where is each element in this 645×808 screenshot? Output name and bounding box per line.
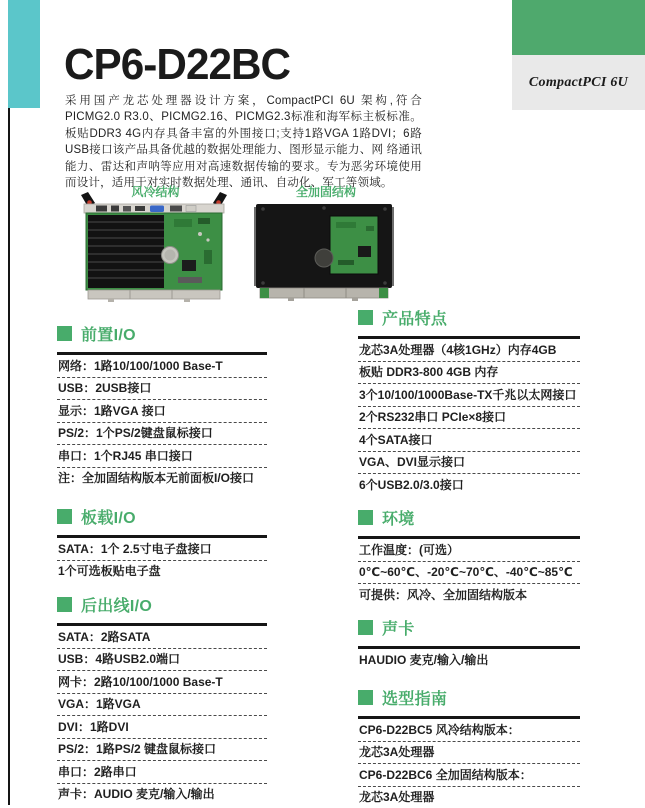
spec-rows [57,352,267,489]
section-title: 选型指南 [382,686,447,709]
green-square-bullet-icon [57,326,72,341]
section-ordering-guide [358,686,580,808]
section-header [358,306,580,329]
section-front-io [57,322,267,489]
spec-row: 龙芯3A处理器 [358,786,580,808]
section-header [57,322,267,345]
form-factor-badge [512,55,645,110]
spec-rows [358,646,580,671]
spec-row: 2个RS232串口 PCIe×8接口 [358,406,580,429]
spec-rows [358,716,580,808]
green-square-bullet-icon [57,509,72,524]
section-header [57,593,267,616]
spec-row: 6个USB2.0/3.0接口 [358,473,580,496]
left-vertical-rule [8,108,10,805]
section-environment [358,506,580,606]
green-square-bullet-icon [57,597,72,612]
spec-row: CP6-D22BC6 全加固结构版本： [358,763,580,786]
brand-green-block [512,0,645,55]
section-header [358,616,580,639]
spec-row: 声卡：AUDIO 麦克/输入/输出 [57,783,267,806]
green-square-bullet-icon [358,690,373,705]
section-title: 前置I/O [81,322,136,345]
spec-row: 网络：1路10/100/1000 Base-T [57,355,267,377]
spec-row: DVI：1路DVI [57,715,267,738]
spec-row: HAUDIO 麦克/输入/输出 [358,649,580,671]
section-title: 产品特点 [382,306,447,329]
rugged-board-image [254,202,394,302]
spec-rows [358,536,580,606]
page-title: CP6-D22BC [64,40,290,90]
section-onboard-io [57,505,267,582]
spec-row: 显示：1路VGA 接口 [57,399,267,422]
spec-row: 1个可选板贴电子盘 [57,560,267,583]
green-square-bullet-icon [358,310,373,325]
spec-row: 4个SATA接口 [358,428,580,451]
section-title: 环境 [382,506,415,529]
form-factor-badge-label: CompactPCI 6U [529,75,628,91]
spec-row: USB：2USB接口 [57,377,267,400]
spec-row: 工作温度：(可选） [358,539,580,561]
section-title: 板载I/O [81,505,136,528]
spec-rows [57,623,267,805]
green-square-bullet-icon [358,510,373,525]
spec-row: 龙芯3A处理器（4核1GHz）内存4GB [358,339,580,361]
section-title: 后出线I/O [81,593,152,616]
spec-row: 3个10/100/1000Base-TX千兆以太网接口 [358,383,580,406]
spec-row: VGA：1路VGA [57,693,267,716]
green-square-bullet-icon [358,620,373,635]
spec-row: 板贴 DDR3-800 4GB 内存 [358,361,580,384]
spec-row: VGA、DVI显示接口 [358,451,580,474]
spec-rows [358,336,580,496]
spec-row: 龙芯3A处理器 [358,741,580,764]
spec-row: CP6-D22BC5 风冷结构版本： [358,719,580,741]
spec-rows [57,535,267,582]
teal-corner-block [8,0,40,108]
rugged-figure-label: 全加固结构 [256,183,396,200]
spec-row: 0℃~60℃、-20℃~70℃、-40℃~85℃ [358,561,580,584]
spec-row: 可提供：风冷、全加固结构版本 [358,583,580,606]
product-intro-paragraph: 采用国产龙芯处理器设计方案，CompactPCI 6U 架构,符合PICMG2.0 R3.0、PICMG2.16、PICMG2.3标准和海军标主板标准。板贴DDR3 4G内存具备丰富的外围接口;支持1路VGA 1路DVI；6路USB接口该产品具备优越的数据处理能力、图形显示能力、网 络通讯能力、雷达和声呐等应用对高速数据传输的要求。专为恶劣环境使用而设计，适用于对实时数据处理、通讯、自动化、军工等领域。 [65,93,422,191]
spec-row: 串口：1个RJ45 串口接口 [57,444,267,467]
air-cooled-board-image [78,192,230,302]
section-header [358,686,580,709]
section-product-features [358,306,580,496]
spec-row: SATA：2路SATA [57,626,267,648]
section-header [57,505,267,528]
spec-row: 串口：2路串口 [57,760,267,783]
spec-row: SATA：1个 2.5寸电子盘接口 [57,538,267,560]
spec-row: 网卡：2路10/100/1000 Base-T [57,670,267,693]
section-title: 声卡 [382,616,415,639]
air-cooled-figure-label: 风冷结构 [83,183,228,200]
section-rear-io [57,593,267,805]
spec-row: PS/2：1路PS/2 键盘鼠标接口 [57,738,267,761]
section-header [358,506,580,529]
spec-row: USB：4路USB2.0端口 [57,648,267,671]
section-sound-card [358,616,580,671]
spec-row: 注：全加固结构版本无前面板I/O接口 [57,467,267,490]
spec-row: PS/2：1个PS/2键盘鼠标接口 [57,422,267,445]
